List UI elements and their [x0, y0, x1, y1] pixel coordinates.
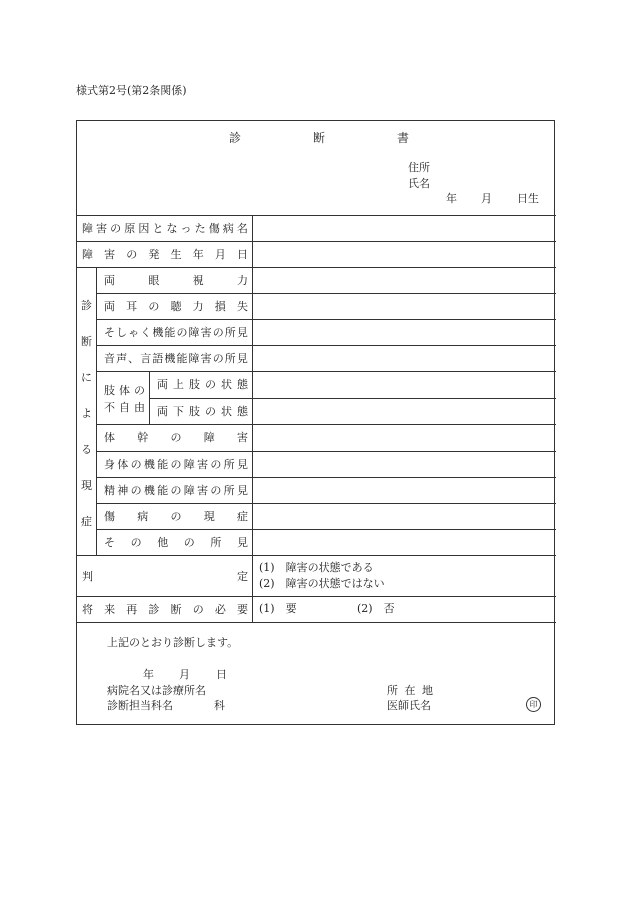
upper-limb-label-char-5: 態 [237, 378, 248, 391]
mental-function-label-char-8: の [210, 484, 222, 497]
mental-function-label-char-1: 神 [117, 484, 129, 497]
onset-label-char-6: 月 [214, 248, 226, 261]
row-label-judgment [82, 570, 248, 582]
limb-group-line-2-char-2: 由 [134, 401, 145, 414]
form-title-char-2: 断 [313, 131, 326, 145]
row-label-chewing-findings [104, 326, 248, 338]
voice-label-char-3: 言 [140, 352, 152, 365]
mental-function-label-char-7: 害 [197, 484, 209, 497]
upper-limb-label-char-3: の [205, 378, 216, 391]
judgment-option-disabled: (1) 障害の状態である [259, 561, 374, 574]
trunk-label-char-1: 幹 [137, 431, 149, 444]
other-label-char-0: そ [104, 536, 115, 549]
onset-label-char-0: 障 [82, 248, 93, 261]
upper-limb-label-char-0: 両 [157, 378, 168, 391]
reexam-option-yes: (1) 要 [259, 602, 297, 615]
body-function-label-char-7: 害 [197, 458, 209, 471]
lower-limb-label-char-4: 状 [221, 405, 232, 418]
findings-group-char-0: 診 [81, 299, 92, 312]
mental-function-label-char-5: の [170, 484, 182, 497]
row-label-other-findings [104, 536, 248, 548]
mental-function-label-char-6: 障 [183, 484, 195, 497]
cause-label-char-11: 名 [236, 222, 248, 235]
lower-limb-label-char-5: 態 [237, 405, 248, 418]
trunk-label-char-4: 害 [237, 431, 248, 444]
body-function-label-char-1: 体 [117, 458, 129, 471]
judgment-label-char-1: 定 [237, 570, 248, 583]
body-function-label-char-10: 見 [236, 458, 248, 471]
reexam-label-char-1: 来 [104, 603, 116, 616]
voice-label-char-8: 害 [200, 352, 212, 365]
limb-group-line-2-char-0: 不 [104, 401, 115, 414]
trunk-label-char-2: の [170, 431, 182, 444]
voice-label-char-7: 障 [188, 352, 200, 365]
trunk-label-char-0: 体 [104, 431, 115, 444]
vision-label-char-2: 視 [192, 274, 204, 287]
limb-group-line-2-char-1: 自 [119, 401, 130, 414]
other-label-char-2: 他 [157, 536, 169, 549]
chewing-label-char-8: 害 [200, 326, 212, 339]
row-group-limb-disability-line-1 [104, 384, 145, 396]
row-label-reexamination-need [82, 603, 248, 615]
cause-label-char-1: 害 [96, 222, 108, 235]
limb-group-line-1-char-1: 体 [119, 384, 130, 397]
hospital-name-label: 病院名又は診療所名 [107, 684, 206, 697]
row-group-limb-disability-line-2 [104, 401, 145, 413]
body-function-label-char-8: の [210, 458, 222, 471]
upper-limb-label-char-2: 肢 [189, 378, 200, 391]
hearing-label-char-5: 損 [214, 300, 226, 313]
department-suffix: 科 [214, 699, 225, 712]
reexam-option-no: (2) 否 [357, 602, 395, 615]
chewing-label-char-4: 機 [152, 326, 164, 339]
row-label-trunk [104, 431, 248, 443]
judgment-label-char-0: 判 [82, 570, 93, 583]
onset-label-char-5: 年 [192, 248, 204, 261]
hearing-label-char-2: の [148, 300, 160, 313]
body-function-label-char-5: の [170, 458, 182, 471]
voice-label-char-4: 語 [152, 352, 164, 365]
cause-label-char-8: た [194, 222, 206, 235]
row-label-hearing-loss [104, 300, 248, 312]
row-group-current-findings [77, 267, 96, 555]
doctor-name-label: 医師氏名 [387, 699, 431, 712]
chewing-label-char-9: の [212, 326, 224, 339]
form-number-label: 様式第2号(第2条関係) [76, 84, 187, 97]
chewing-label-char-6: の [176, 326, 188, 339]
limb-group-line-1-char-2: の [134, 384, 145, 397]
hearing-label-char-3: 聴 [170, 300, 182, 313]
mental-function-label-char-9: 所 [223, 484, 235, 497]
diagnosis-form [76, 120, 555, 725]
voice-label-char-11: 見 [236, 352, 248, 365]
footer-date-day: 日 [216, 668, 227, 681]
chewing-label-char-1: し [116, 326, 128, 339]
reexam-label-char-6: 必 [214, 603, 226, 616]
form-title-char-3: 書 [397, 131, 410, 145]
body-function-label-char-3: 機 [143, 458, 155, 471]
chewing-label-char-0: そ [104, 326, 115, 339]
reexam-label-char-2: 再 [126, 603, 138, 616]
judgment-option-not-disabled: (2) 障害の状態ではない [259, 577, 385, 590]
patient-name-label: 氏名 [408, 177, 430, 190]
cause-label-char-9: 傷 [208, 222, 220, 235]
onset-label-char-4: 生 [170, 248, 182, 261]
other-label-char-5: 見 [236, 536, 248, 549]
row-label-body-function-findings [104, 458, 248, 470]
cause-label-char-5: と [152, 222, 164, 235]
wound-label-char-0: 傷 [104, 510, 115, 523]
reexam-label-char-0: 将 [82, 603, 93, 616]
chewing-label-char-2: ゃ [128, 326, 140, 339]
birth-day-label: 日生 [517, 192, 539, 205]
hearing-label-char-1: 耳 [126, 300, 138, 313]
voice-label-char-0: 音 [104, 352, 115, 365]
voice-label-char-2: 、 [128, 352, 140, 365]
body-function-label-char-0: 身 [104, 458, 115, 471]
body-function-label-char-4: 能 [157, 458, 169, 471]
department-label: 診断担当科名 [107, 699, 173, 712]
cause-label-char-3: 原 [124, 222, 136, 235]
findings-group-char-1: 断 [81, 335, 92, 348]
voice-label-char-9: の [212, 352, 224, 365]
mental-function-label-char-4: 能 [157, 484, 169, 497]
row-label-vision [104, 274, 248, 286]
cause-label-char-2: の [110, 222, 122, 235]
body-function-label-char-2: の [130, 458, 142, 471]
cause-label-char-0: 障 [82, 222, 93, 235]
other-label-char-3: の [183, 536, 195, 549]
reexam-label-char-5: の [192, 603, 204, 616]
statement-text: 上記のとおり診断します。 [107, 636, 239, 649]
wound-label-char-1: 病 [137, 510, 149, 523]
vision-label-char-3: 力 [236, 274, 248, 287]
cause-label-char-10: 病 [222, 222, 234, 235]
body-function-label-char-6: 障 [183, 458, 195, 471]
row-label-mental-function-findings [104, 484, 248, 496]
findings-group-char-3: よ [81, 407, 92, 420]
cause-label-char-4: 因 [138, 222, 150, 235]
findings-group-char-2: に [81, 371, 92, 384]
upper-limb-label-char-4: 状 [221, 378, 232, 391]
chewing-label-char-7: 障 [188, 326, 200, 339]
voice-label-char-6: 能 [176, 352, 188, 365]
mental-function-label-char-2: の [130, 484, 142, 497]
chewing-label-char-3: く [140, 326, 152, 339]
hearing-label-char-6: 失 [236, 300, 248, 313]
voice-label-char-5: 機 [164, 352, 176, 365]
address-label-char-0: 所 [387, 684, 398, 697]
row-label-wound-findings [104, 510, 248, 522]
voice-label-char-10: 所 [224, 352, 236, 365]
reexam-label-char-3: 診 [148, 603, 160, 616]
cause-label-char-6: な [166, 222, 178, 235]
findings-group-char-6: 症 [81, 515, 92, 528]
reexam-label-char-4: 断 [170, 603, 182, 616]
hearing-label-char-4: 力 [192, 300, 204, 313]
footer-date-month: 月 [179, 668, 190, 681]
wound-label-char-2: の [170, 510, 182, 523]
chewing-label-char-11: 見 [236, 326, 248, 339]
onset-label-char-2: の [126, 248, 138, 261]
onset-label-char-1: 害 [104, 248, 116, 261]
voice-label-char-1: 声 [116, 352, 128, 365]
vision-label-char-0: 両 [104, 274, 115, 287]
wound-label-char-3: 現 [203, 510, 215, 523]
row-label-voice-language-findings [104, 352, 248, 364]
limb-group-line-1-char-0: 肢 [104, 384, 115, 397]
row-label-cause-disease [82, 222, 248, 234]
birth-year-label: 年 [446, 192, 457, 205]
other-label-char-1: の [130, 536, 142, 549]
row-label-onset-date [82, 248, 248, 260]
vision-label-char-1: 眼 [148, 274, 160, 287]
reexam-label-char-7: 要 [236, 603, 248, 616]
hospital-address-label [387, 684, 433, 696]
footer-date-year: 年 [143, 668, 154, 681]
mental-function-label-char-0: 精 [104, 484, 115, 497]
address-label-char-2: 地 [422, 684, 433, 697]
onset-label-char-7: 日 [236, 248, 248, 261]
cause-label-char-7: っ [180, 222, 192, 235]
row-label-lower-limbs [157, 405, 248, 417]
form-title-char-1: 診 [229, 131, 242, 145]
patient-address-label: 住所 [408, 161, 430, 174]
onset-label-char-3: 発 [148, 248, 160, 261]
lower-limb-label-char-2: 肢 [189, 405, 200, 418]
seal-icon: 印 [526, 697, 541, 712]
chewing-label-char-5: 能 [164, 326, 176, 339]
lower-limb-label-char-0: 両 [157, 405, 168, 418]
trunk-label-char-3: 障 [203, 431, 215, 444]
findings-group-char-4: る [81, 443, 92, 456]
hearing-label-char-0: 両 [104, 300, 115, 313]
lower-limb-label-char-1: 下 [173, 405, 184, 418]
birth-month-label: 月 [481, 192, 492, 205]
row-label-upper-limbs [157, 378, 248, 390]
other-label-char-4: 所 [210, 536, 222, 549]
upper-limb-label-char-1: 上 [173, 378, 184, 391]
body-function-label-char-9: 所 [223, 458, 235, 471]
findings-group-char-5: 現 [81, 479, 92, 492]
lower-limb-label-char-3: の [205, 405, 216, 418]
wound-label-char-4: 症 [237, 510, 248, 523]
mental-function-label-char-10: 見 [236, 484, 248, 497]
chewing-label-char-10: 所 [224, 326, 236, 339]
mental-function-label-char-3: 機 [143, 484, 155, 497]
address-label-char-1: 在 [404, 684, 416, 697]
